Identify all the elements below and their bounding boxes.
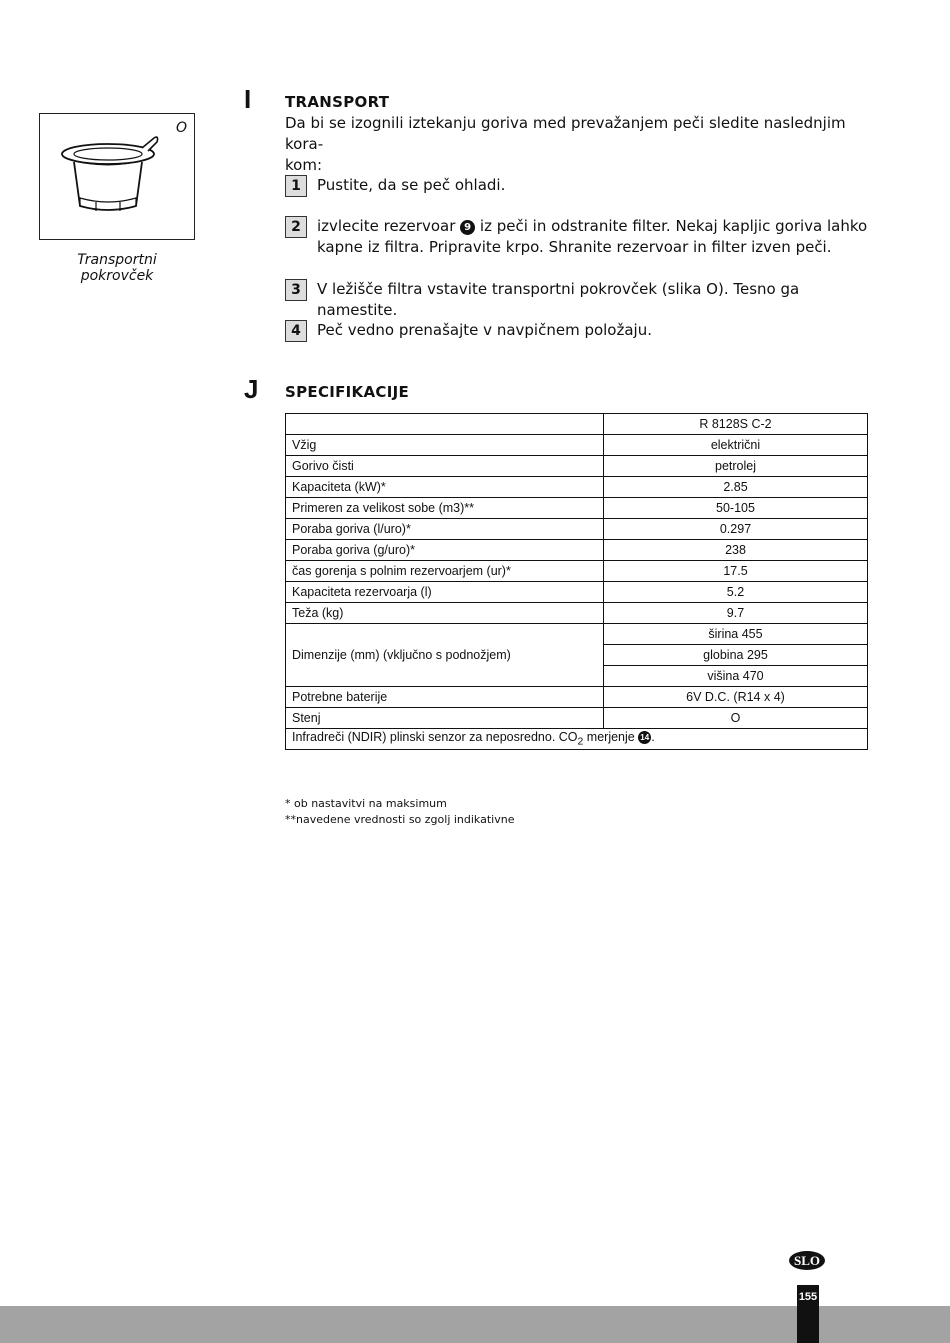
table-row: [286, 582, 868, 603]
dimensions-label: Dimenzije (mm) (vključno s podnožjem): [286, 624, 604, 687]
step-text-4: Peč vedno prenašajte v navpičnem položaju.: [317, 321, 652, 339]
step-number-3: 3: [285, 279, 307, 301]
spec-value: 9.7: [604, 603, 868, 624]
table-row: [286, 519, 868, 540]
step-2-post: iz peči in odstranite filter. Nekaj kapljic goriva lahko: [479, 217, 868, 235]
page-number: 155: [797, 1285, 819, 1343]
specifications-table: [285, 413, 868, 750]
table-row: [286, 477, 868, 498]
table-row: [286, 729, 868, 750]
sensor-text-end: merjenje: [583, 730, 635, 745]
co2-subscript: 2: [577, 736, 584, 748]
spec-value: 5.2: [604, 582, 868, 603]
transport-cap-icon: [58, 132, 168, 217]
step-text-2: [317, 216, 869, 258]
table-row: [286, 561, 868, 582]
sensor-reference-badge: 14: [638, 731, 651, 744]
table-row: [286, 435, 868, 456]
step-number-1: 1: [285, 175, 307, 197]
figure-box: [39, 113, 195, 240]
spec-label: Gorivo čisti: [286, 456, 604, 477]
step-number-4: 4: [285, 320, 307, 342]
spec-value: petrolej: [604, 456, 868, 477]
intro-line-2: kom:: [285, 156, 322, 174]
spec-value: 238: [604, 540, 868, 561]
sensor-text: Infradreči (NDIR) plinski senzor za neposredno. CO: [292, 730, 578, 745]
step-2-line-2: kapne iz filtra. Pripravite krpo. Shranite rezervoar in filter izven peči.: [317, 238, 832, 256]
figure-letter: O: [175, 120, 187, 136]
spec-label: čas gorenja s polnim rezervoarjem (ur)*: [286, 561, 604, 582]
dimension-height: višina 470: [604, 666, 868, 687]
figure-caption: Transportni pokrovček: [77, 252, 157, 284]
table-row: [286, 624, 868, 645]
table-row: [286, 603, 868, 624]
intro-line-1: Da bi se izognili iztekanju goriva med prevažanjem peči sledite naslednjim kora-: [285, 114, 846, 153]
section-title-specifications: SPECIFIKACIJE: [285, 383, 410, 401]
spec-label: Kapaciteta rezervoarja (l): [286, 582, 604, 603]
table-row: [286, 414, 868, 435]
spec-value: 2.85: [604, 477, 868, 498]
table-header-empty: [286, 414, 604, 435]
tank-reference-badge: 9: [460, 220, 475, 235]
spec-value: 17.5: [604, 561, 868, 582]
dimension-depth: globina 295: [604, 645, 868, 666]
spec-label: Teža (kg): [286, 603, 604, 624]
spec-label: Potrebne baterije: [286, 687, 604, 708]
footnote-2: **navedene vrednosti so zgolj indikativne: [285, 813, 515, 826]
footnote-1: * ob nastavitvi na maksimum: [285, 797, 447, 810]
spec-value: električni: [604, 435, 868, 456]
spec-label: Kapaciteta (kW)*: [286, 477, 604, 498]
step-text-3: V ležišče filtra vstavite transportni pokrovček (slika O). Tesno ga namestite.: [317, 280, 800, 319]
sensor-row: [286, 729, 868, 750]
table-row: [286, 540, 868, 561]
table-row: [286, 708, 868, 729]
spec-label: Stenj: [286, 708, 604, 729]
step-number-2: 2: [285, 216, 307, 238]
spec-value: O: [604, 708, 868, 729]
section-title-transport: TRANSPORT: [285, 93, 390, 111]
spec-label: Poraba goriva (g/uro)*: [286, 540, 604, 561]
spec-value: 0.297: [604, 519, 868, 540]
language-badge: SLO: [789, 1251, 825, 1270]
table-row: [286, 687, 868, 708]
dimension-width: širina 455: [604, 624, 868, 645]
table-row: [286, 456, 868, 477]
spec-label: Poraba goriva (l/uro)*: [286, 519, 604, 540]
spec-value: 50-105: [604, 498, 868, 519]
spec-label: Vžig: [286, 435, 604, 456]
table-row: [286, 498, 868, 519]
model-header: R 8128S C-2: [604, 414, 868, 435]
step-2-pre: izvlecite rezervoar: [317, 217, 456, 235]
spec-label: Primeren za velikost sobe (m3)**: [286, 498, 604, 519]
section-letter-i: I: [244, 84, 252, 114]
transport-intro: [285, 113, 870, 176]
step-text-1: Pustite, da se peč ohladi.: [317, 176, 506, 194]
sensor-period: .: [651, 730, 655, 745]
spec-value: 6V D.C. (R14 x 4): [604, 687, 868, 708]
section-letter-j: J: [244, 374, 259, 404]
